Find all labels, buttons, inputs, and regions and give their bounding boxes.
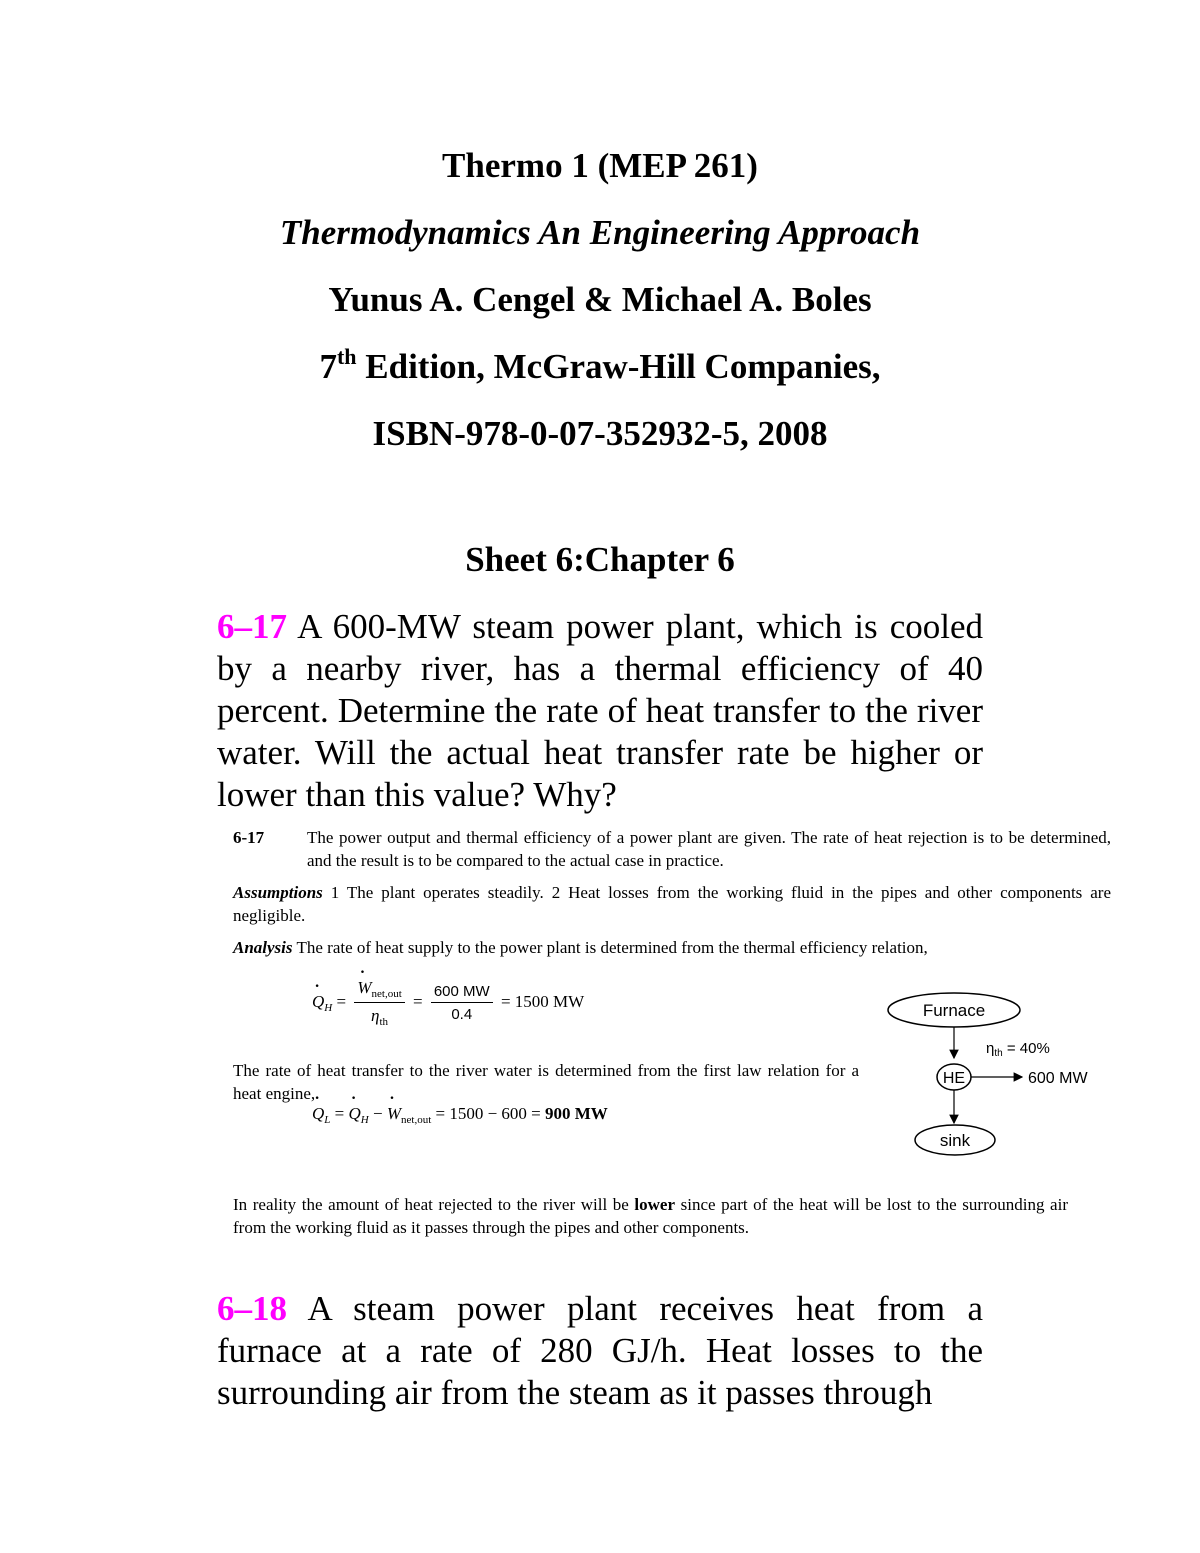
eq1-lhs-sub: H <box>324 1001 333 1014</box>
heat-engine-diagram <box>880 985 1120 1165</box>
eq1-work: · W <box>357 978 371 998</box>
eq1-fraction-1 <box>354 978 404 1028</box>
eq2-lhs: · Q <box>312 1104 324 1124</box>
book-title: Thermodynamics An Engineering Approach <box>279 213 921 252</box>
edition-number: 7 <box>319 347 337 386</box>
power-output-label: 600 MW <box>1028 1070 1088 1087</box>
eq1-efficiency: 0.4 <box>451 1006 473 1023</box>
analysis <box>233 936 1111 959</box>
eq1-lhs: · Q <box>312 992 324 1012</box>
eq1-power: 600 MW <box>431 983 493 1003</box>
assumptions-label: Assumptions <box>233 883 323 902</box>
assumptions <box>233 881 1111 927</box>
equation-heat-supply: · $Q_H$ = · $\frac{W_{net,out}}{\eta_{th}}$ = $\frac{600 MW}{0.4}$ = 1500 MW <box>312 978 584 1028</box>
equation-heat-rejection: · $Q_L$ = · $Q_H$ − · $W_{net,out} = 1500 - 600 = 900$ MW <box>312 1104 608 1126</box>
eq1-eta: η <box>371 1006 380 1025</box>
conclusion <box>233 1193 1068 1239</box>
eq1-fraction-2 <box>431 983 493 1023</box>
eq2-qh: · Q <box>349 1104 361 1124</box>
eq2-work: · W <box>387 1104 401 1124</box>
eq1-eta-sub: th <box>379 1016 389 1028</box>
isbn: ISBN-978-0-07-352932-5, 2008 <box>372 414 828 453</box>
title-block <box>0 132 1200 467</box>
analysis-text: The rate of heat supply to the power plant is determined from the thermal efficiency relation, <box>292 938 928 957</box>
problem-6-18 <box>217 1288 983 1414</box>
problem-6-17 <box>217 606 983 816</box>
conclusion-bold: lower <box>634 1195 676 1214</box>
solution-6-17 <box>233 826 1111 959</box>
eq2-unit: MW <box>574 1104 608 1123</box>
problem-number: 6–17 <box>217 607 287 646</box>
eq2-qh-sub: H <box>360 1114 369 1126</box>
sink-label: sink <box>939 1131 971 1150</box>
edition-publisher: Edition, McGraw-Hill Companies, <box>356 347 881 386</box>
edition-suffix: th <box>336 344 357 369</box>
problem-text: A 600-MW steam power plant, which is cooled by a nearby river, has a thermal efficiency of 40 percent. Determine the rate of heat transfer to the river water. Will the actual heat transfer rate be higher or lower than this value? Why? <box>217 607 983 814</box>
analysis-label: Analysis <box>233 938 293 957</box>
solution-intro <box>233 826 1111 872</box>
authors: Yunus A. Cengel & Michael A. Boles <box>328 280 872 319</box>
eq2-lhs-sub: L <box>324 1114 331 1126</box>
heat-transfer-text: The rate of heat transfer to the river water is determined from the first law relation for a heat engine, <box>233 1061 859 1103</box>
edition-line <box>0 333 1200 400</box>
eq2-answer: 900 <box>545 1104 571 1123</box>
solution-number: 6-17 <box>233 828 265 847</box>
conclusion-pre: In reality the amount of heat rejected to the river will be <box>233 1195 635 1214</box>
conclusion-post: since part of the heat will be lost to the surrounding air from the working fluid as it passes through the pipes and other components. <box>233 1195 1068 1237</box>
problem-text: A steam power plant receives heat from a furnace at a rate of 280 GJ/h. Heat losses to the surrounding air from the steam as it passes through <box>217 1289 983 1412</box>
problem-number: 6–18 <box>217 1289 287 1328</box>
heat-engine-label: HE <box>942 1070 966 1087</box>
eq2-work-sub: net,out <box>401 1114 432 1126</box>
course-title: Thermo 1 (MEP 261) <box>442 146 758 185</box>
eq2-calc: = 1500 − 600 = <box>435 1104 541 1123</box>
sheet-title: Sheet 6:Chapter 6 <box>465 540 735 579</box>
furnace-label: Furnace <box>922 1001 986 1020</box>
assumptions-text: 1 The plant operates steadily. 2 Heat losses from the working fluid in the pipes and other components are negligible. <box>233 883 1111 925</box>
eq1-work-sub: net,out <box>371 988 402 1000</box>
solution-intro-text: The power output and thermal efficiency of a power plant are given. The rate of heat rejection is to be determined, and the result is to be compared to the actual case in practice. <box>307 828 1111 870</box>
efficiency-label: $\eta_{th} = 40\%$ <box>986 1040 1050 1059</box>
eq1-result: = 1500 MW <box>500 991 585 1011</box>
